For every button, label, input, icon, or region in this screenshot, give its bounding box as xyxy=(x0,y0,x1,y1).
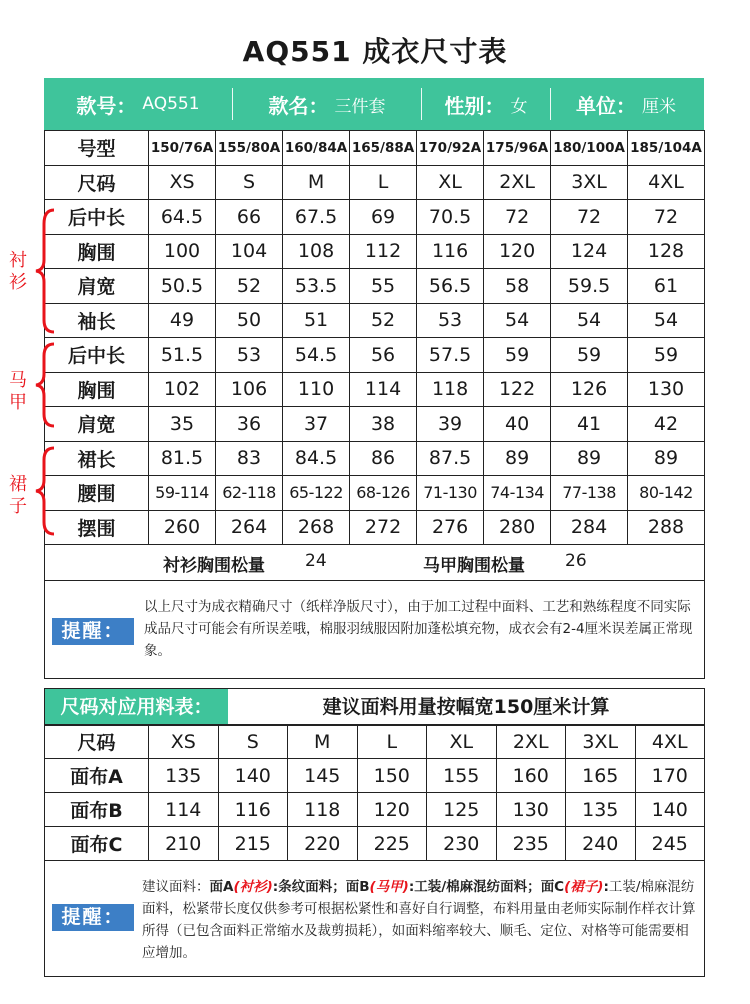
cell: 81.5 xyxy=(149,441,216,476)
cell: XL xyxy=(427,725,497,759)
cell: 56 xyxy=(350,338,417,373)
note-box-2 xyxy=(44,858,705,977)
cell: 80-142 xyxy=(628,476,705,511)
size-table xyxy=(44,130,705,545)
cell: 59.5 xyxy=(551,269,628,304)
fabric-rows xyxy=(45,759,705,861)
row-label: 后中长 xyxy=(45,338,149,373)
table-row xyxy=(45,441,705,476)
cell: 165/88A xyxy=(350,131,417,166)
cell: 125 xyxy=(427,793,497,827)
cell: 175/96A xyxy=(484,131,551,166)
style-name xyxy=(233,78,421,130)
cell: S xyxy=(216,165,283,200)
cell: 72 xyxy=(484,200,551,235)
cell: 72 xyxy=(628,200,705,235)
brace-vest xyxy=(36,344,54,426)
cell: 272 xyxy=(350,510,417,545)
cell: 67.5 xyxy=(283,200,350,235)
cell: 235 xyxy=(496,827,566,861)
fabric-b: 面B xyxy=(345,879,370,895)
table-row xyxy=(45,793,705,827)
cell: 135 xyxy=(149,759,219,793)
cell: 220 xyxy=(288,827,358,861)
cell: L xyxy=(350,165,417,200)
cell: 52 xyxy=(350,303,417,338)
cell: 61 xyxy=(628,269,705,304)
cell: 54 xyxy=(484,303,551,338)
cell: 120 xyxy=(357,793,427,827)
cell: 106 xyxy=(216,372,283,407)
row-label: 裙长 xyxy=(45,441,149,476)
cell: 100 xyxy=(149,234,216,269)
table-row xyxy=(45,476,705,511)
style-name-value: 三件套 xyxy=(334,96,386,117)
cell: 42 xyxy=(628,407,705,442)
style-name-key: 款名： xyxy=(268,93,329,118)
fabric-a-tag: (衬衫) xyxy=(233,879,273,895)
cell: 38 xyxy=(350,407,417,442)
cell: 135 xyxy=(566,793,636,827)
cell: 53 xyxy=(216,338,283,373)
unit-key: 单位： xyxy=(576,93,636,118)
fabric-size-row xyxy=(45,725,705,759)
group-label-shirt: 衬衫 xyxy=(9,250,27,293)
row-label: 摆围 xyxy=(45,510,149,545)
cell: 170/92A xyxy=(417,131,484,166)
fabric-c-text: : xyxy=(603,879,609,895)
cell: 83 xyxy=(216,441,283,476)
cell: 51.5 xyxy=(149,338,216,373)
cell: 118 xyxy=(417,372,484,407)
note-text: 以上尺寸为成衣精确尺寸（纸样净版尺寸），由于加工过程中面料、工艺和熟练程度不同实际成品尺寸可能会有所误差哦，棉服羽绒服因附加蓬松填充物，成衣会有2-4厘米误差属正常现象。 xyxy=(144,599,693,659)
cell: 52 xyxy=(216,269,283,304)
note-prefix: 建议面料： xyxy=(142,879,210,895)
table-row xyxy=(45,200,705,235)
ease-row xyxy=(44,544,705,581)
cell: 54 xyxy=(551,303,628,338)
cell: 124 xyxy=(551,234,628,269)
fabric-section-note: 建议面料用量按幅宽150厘米计算 xyxy=(322,696,610,718)
cell: 120 xyxy=(484,234,551,269)
row-label: 腰围 xyxy=(45,476,149,511)
row-label: 胸围 xyxy=(45,234,149,269)
group-braces xyxy=(30,204,60,544)
cell: 65-122 xyxy=(283,476,350,511)
row-label: 肩宽 xyxy=(45,407,149,442)
divider xyxy=(232,88,233,120)
cell: 59 xyxy=(551,338,628,373)
cell: 284 xyxy=(551,510,628,545)
cell: 41 xyxy=(551,407,628,442)
cell: 49 xyxy=(149,303,216,338)
cell: 77-138 xyxy=(551,476,628,511)
cell: L xyxy=(357,725,427,759)
cell: 230 xyxy=(427,827,497,861)
cell: 59-114 xyxy=(149,476,216,511)
fabric-b-text: :工装/棉麻混纺面料； xyxy=(408,879,541,895)
cell: 264 xyxy=(216,510,283,545)
unit-value: 厘米 xyxy=(642,96,676,117)
cell: XL xyxy=(417,165,484,200)
cell: 4XL xyxy=(628,165,705,200)
cell: M xyxy=(283,165,350,200)
cell: 165 xyxy=(566,759,636,793)
fabric-c: 面C xyxy=(540,879,565,895)
cell: 140 xyxy=(635,793,705,827)
row-label: 尺码 xyxy=(45,725,149,759)
row-label: 肩宽 xyxy=(45,269,149,304)
fabric-a: 面A xyxy=(209,879,234,895)
vest-ease-value: 26 xyxy=(565,551,587,571)
reminder-badge: 提醒： xyxy=(52,904,134,931)
row-label: 号型 xyxy=(45,131,149,166)
table-row xyxy=(45,338,705,373)
style-no xyxy=(44,78,232,130)
cell: 36 xyxy=(216,407,283,442)
hao-row xyxy=(45,131,705,166)
gender-key: 性别： xyxy=(444,93,505,118)
cell: 37 xyxy=(283,407,350,442)
cell: 56.5 xyxy=(417,269,484,304)
cell: 150 xyxy=(357,759,427,793)
cell: 54 xyxy=(628,303,705,338)
cell: 288 xyxy=(628,510,705,545)
cell: 89 xyxy=(628,441,705,476)
cell: 276 xyxy=(417,510,484,545)
cell: 126 xyxy=(551,372,628,407)
cell: 50 xyxy=(216,303,283,338)
row-label: 袖长 xyxy=(45,303,149,338)
cell: 40 xyxy=(484,407,551,442)
cell: 35 xyxy=(149,407,216,442)
cell: 74-134 xyxy=(484,476,551,511)
cell: 59 xyxy=(484,338,551,373)
cell: 122 xyxy=(484,372,551,407)
cell: 89 xyxy=(551,441,628,476)
fabric-section-header xyxy=(44,688,705,726)
cell: 215 xyxy=(218,827,288,861)
cell: 150/76A xyxy=(149,131,216,166)
cell: 39 xyxy=(417,407,484,442)
cell: 53 xyxy=(417,303,484,338)
cell: 170 xyxy=(635,759,705,793)
vest-ease-label: 马甲胸围松量 xyxy=(423,556,525,576)
cell: 4XL xyxy=(635,725,705,759)
cell: 3XL xyxy=(551,165,628,200)
table-row xyxy=(45,303,705,338)
cell: 210 xyxy=(149,827,219,861)
cell: 114 xyxy=(350,372,417,407)
cell: XS xyxy=(149,165,216,200)
cell: 104 xyxy=(216,234,283,269)
cell: 59 xyxy=(628,338,705,373)
cell: 268 xyxy=(283,510,350,545)
style-no-key: 款号： xyxy=(76,93,137,118)
cell: 2XL xyxy=(484,165,551,200)
cell: 114 xyxy=(149,793,219,827)
note-rest: 工装/棉麻混纺面料，松紧带长度仅供参考可根据松紧性和喜好自行调整，布料用量由老师实际制作样衣计算所得（已包含面料正常缩水及裁剪损耗），如面料缩率较大、顺毛、定位、对格等可能需要相应增加。 xyxy=(142,879,696,961)
cell: S xyxy=(218,725,288,759)
cell: 155/80A xyxy=(216,131,283,166)
brace-skirt xyxy=(36,448,54,534)
cell: 50.5 xyxy=(149,269,216,304)
cell: 84.5 xyxy=(283,441,350,476)
page-title: AQ551 成衣尺寸表 xyxy=(242,35,508,68)
cell: 160/84A xyxy=(283,131,350,166)
cell: 55 xyxy=(350,269,417,304)
cell: 110 xyxy=(283,372,350,407)
cell: 225 xyxy=(357,827,427,861)
cell: 2XL xyxy=(496,725,566,759)
cell: 72 xyxy=(551,200,628,235)
shirt-ease-label: 衬衫胸围松量 xyxy=(163,556,265,576)
table-row xyxy=(45,510,705,545)
size-row xyxy=(45,165,705,200)
fabric-b-tag: (马甲) xyxy=(369,879,409,895)
table-row xyxy=(45,407,705,442)
cell: 53.5 xyxy=(283,269,350,304)
cell: 64.5 xyxy=(149,200,216,235)
cell: XS xyxy=(149,725,219,759)
unit xyxy=(551,78,701,130)
table-row xyxy=(45,759,705,793)
gender xyxy=(422,78,550,130)
group-label-skirt: 裙子 xyxy=(9,474,27,517)
cell: 71-130 xyxy=(417,476,484,511)
cell: 102 xyxy=(149,372,216,407)
fabric-c-tag: (裙子) xyxy=(564,879,604,895)
divider xyxy=(421,88,422,120)
cell: 128 xyxy=(628,234,705,269)
cell: 89 xyxy=(484,441,551,476)
cell: 68-126 xyxy=(350,476,417,511)
header-bar xyxy=(44,78,704,130)
cell: M xyxy=(288,725,358,759)
cell: 62-118 xyxy=(216,476,283,511)
row-label: 面布B xyxy=(45,793,149,827)
fabric-table xyxy=(44,724,705,861)
cell: 51 xyxy=(283,303,350,338)
reminder-badge: 提醒： xyxy=(52,618,134,645)
cell: 54.5 xyxy=(283,338,350,373)
cell: 3XL xyxy=(566,725,636,759)
cell: 260 xyxy=(149,510,216,545)
cell: 86 xyxy=(350,441,417,476)
cell: 240 xyxy=(566,827,636,861)
style-no-value: AQ551 xyxy=(142,94,200,114)
row-label: 后中长 xyxy=(45,200,149,235)
cell: 185/104A xyxy=(628,131,705,166)
cell: 70.5 xyxy=(417,200,484,235)
row-label: 面布C xyxy=(45,827,149,861)
table-row xyxy=(45,269,705,304)
cell: 130 xyxy=(496,793,566,827)
row-label: 尺码 xyxy=(45,165,149,200)
fabric-section-label: 尺码对应用料表： xyxy=(45,689,228,725)
cell: 145 xyxy=(288,759,358,793)
cell: 118 xyxy=(288,793,358,827)
cell: 58 xyxy=(484,269,551,304)
cell: 87.5 xyxy=(417,441,484,476)
cell: 116 xyxy=(417,234,484,269)
cell: 280 xyxy=(484,510,551,545)
table-row xyxy=(45,234,705,269)
table-row xyxy=(45,372,705,407)
divider xyxy=(550,88,551,120)
fabric-a-text: :条纹面料； xyxy=(272,879,346,895)
shirt-ease-value: 24 xyxy=(305,551,327,571)
group-label-vest: 马甲 xyxy=(9,370,27,413)
cell: 245 xyxy=(635,827,705,861)
row-label: 胸围 xyxy=(45,372,149,407)
cell: 160 xyxy=(496,759,566,793)
cell: 112 xyxy=(350,234,417,269)
cell: 130 xyxy=(628,372,705,407)
cell: 140 xyxy=(218,759,288,793)
row-label: 面布A xyxy=(45,759,149,793)
table-row xyxy=(45,827,705,861)
cell: 108 xyxy=(283,234,350,269)
brace-shirt xyxy=(36,210,54,332)
cell: 66 xyxy=(216,200,283,235)
cell: 180/100A xyxy=(551,131,628,166)
cell: 69 xyxy=(350,200,417,235)
cell: 155 xyxy=(427,759,497,793)
gender-value: 女 xyxy=(510,96,528,117)
fabric-note-text xyxy=(142,876,698,964)
cell: 116 xyxy=(218,793,288,827)
cell: 57.5 xyxy=(417,338,484,373)
note-box-1 xyxy=(44,580,705,679)
measure-rows xyxy=(45,200,705,545)
